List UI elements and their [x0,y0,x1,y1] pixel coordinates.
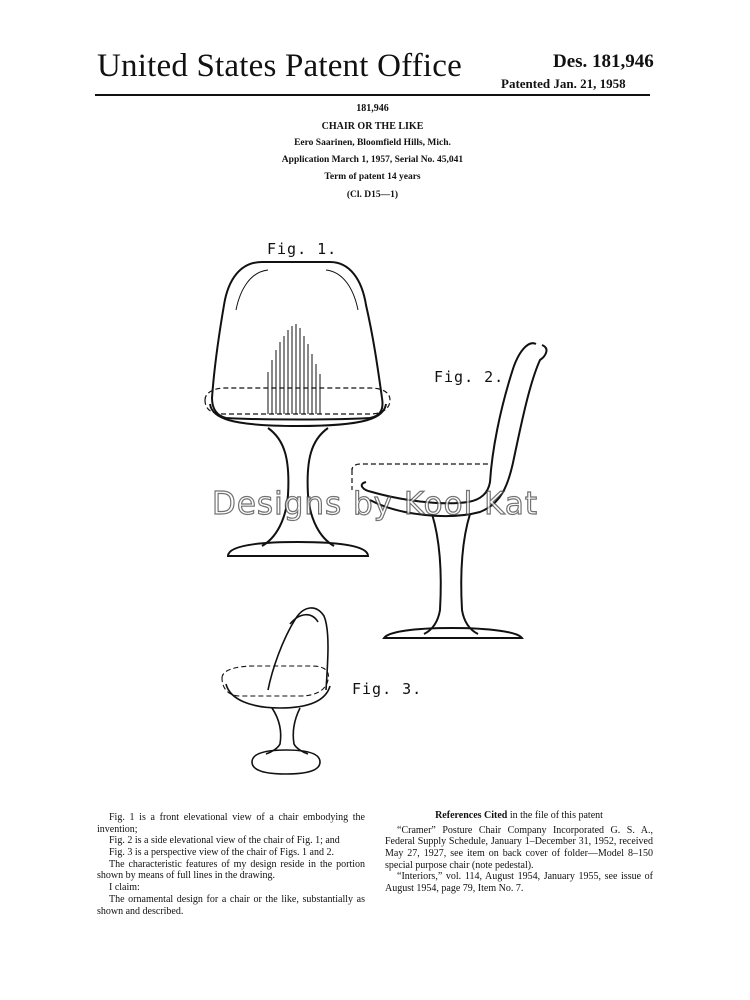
reference-item: “Cramer” Posture Chair Company Incorporated G. S. A., Federal Supply Schedule, January 1–December 31, 1952, received May 27, 1927, see item on back cover of folder—Model 8–150 special purpose chair (note pedestal). [385,824,653,871]
description-paragraph: Fig. 3 is a perspective view of the chair of Figs. 1 and 2. [109,847,334,859]
term-line: Term of patent 14 years [324,172,421,182]
fig1-label: Fig. 1. [267,240,338,258]
design-number: Des. 181,946 [553,51,654,72]
description-paragraph: The characteristic features of my design reside in the portion shown by means of full lines in the drawing. [97,858,365,882]
description-column [97,812,365,917]
references-heading-rest: in the file of this patent [507,810,603,821]
patent-number: 181,946 [356,103,389,114]
references-heading-bold: References Cited [435,810,508,821]
description-paragraph: Fig. 2 is a side elevational view of the chair of Fig. 1; and [109,835,340,847]
fig3-label: Fig. 3. [352,680,423,698]
references-column [385,810,653,895]
claim-heading: I claim: [109,882,140,894]
classification-line: (Cl. D15—1) [346,190,399,200]
watermark-text: Designs by Kool Kat [211,486,539,522]
references-heading [385,810,653,822]
patented-date: Patented Jan. 21, 1958 [501,76,626,91]
reference-item: “Interiors,” vol. 114, August 1954, January 1955, see issue of August 1954, page 79, Item No. 7. [385,871,653,895]
fig3-chair-drawing [222,608,330,774]
fig2-label: Fig. 2. [434,368,505,386]
application-line: Application March 1, 1957, Serial No. 45,041 [281,155,464,165]
description-paragraph: Fig. 1 is a front elevational view of a chair embodying the invention; [97,812,365,835]
patent-title: CHAIR OR THE LIKE [321,121,424,132]
claim-text: The ornamental design for a chair or the like, substantially as shown and described. [97,893,365,917]
inventor-line: Eero Saarinen, Bloomfield Hills, Mich. [294,138,451,148]
patent-office-title: United States Patent Office [97,48,462,84]
